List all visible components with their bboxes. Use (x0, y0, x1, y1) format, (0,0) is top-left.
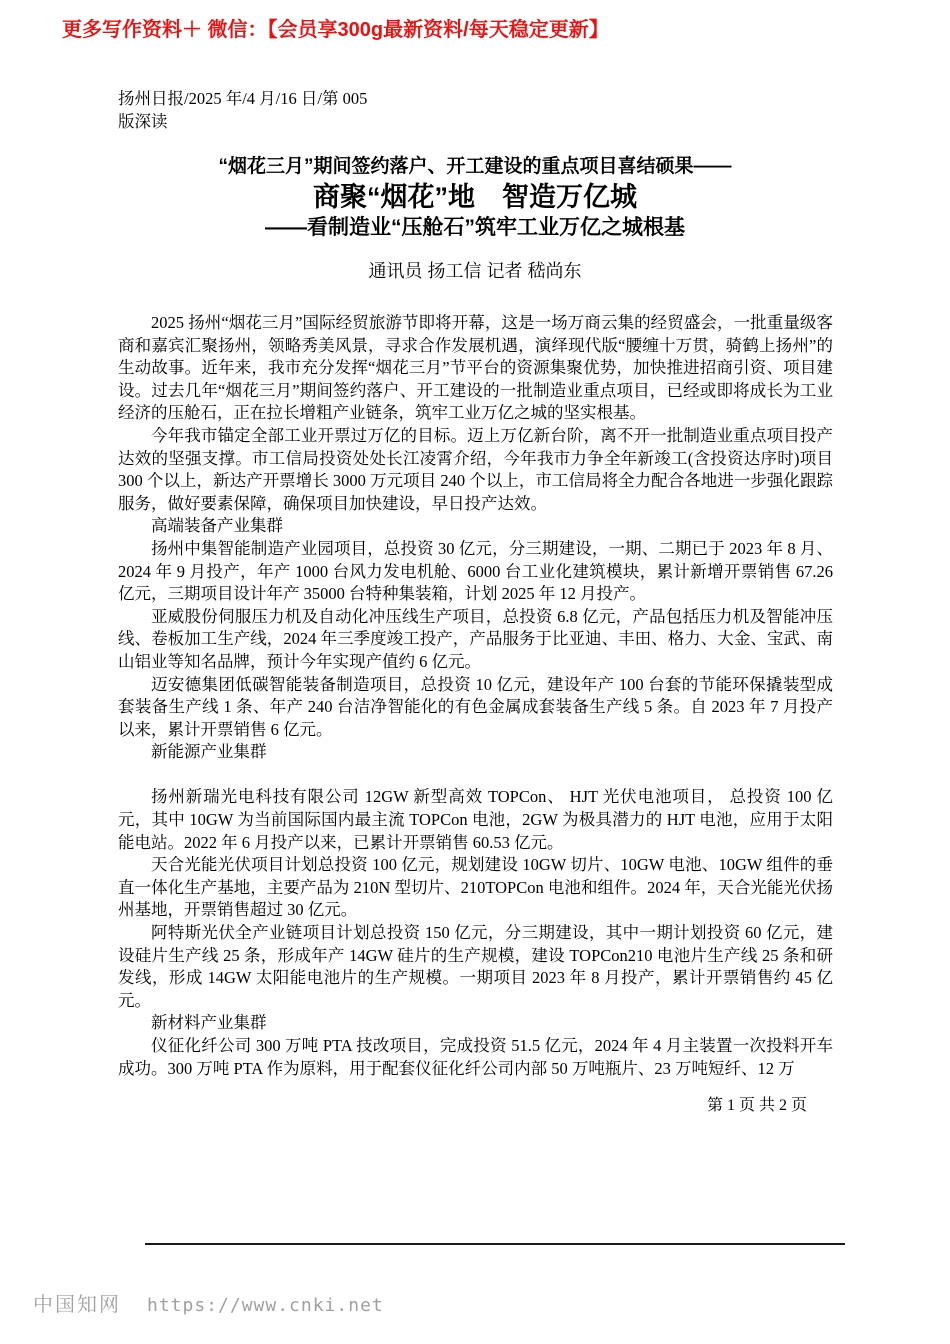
article-kicker: “烟花三月”期间签约落户、开工建设的重点项目喜结硕果—— (218, 156, 732, 177)
section-heading: 新材料产业集群 (151, 1013, 267, 1033)
body-paragraph: 扬州中集智能制造产业园项目，总投资 30 亿元，分三期建设，一期、二期已于 2023 年 8 月、2024 年 9 月投产，年产 1000 台风力发电机舱、6000 台工业化建筑模块，累计新增开票销售 67.26 亿元，三期项目设计年产 35000 台特种集装箱，计划 2025 年 12 月投产。 (118, 538, 834, 604)
body-paragraph: 今年我市锚定全部工业开票过万亿的目标。迈上万亿新台阶，离不开一批制造业重点项目投产达效的坚强支撑。市工信局投资处处长江凌霄介绍，今年我市力争全年新竣工(含投资达序时)项目 300 个以上，新达产开票增长 3000 万元项目 240 个以上，市工信局将全力配合各地进一步强化跟踪服务，做好要素保障，确保项目加快建设，早日投产达效。 (118, 425, 833, 513)
section-heading: 新能源产业集群 (151, 742, 267, 762)
cnki-url: https://www.cnki.net (147, 1295, 384, 1316)
footer-divider-line (145, 1243, 845, 1245)
body-paragraph: 阿特斯光伏全产业链项目计划总投资 150 亿元，分三期建设，其中一期计划投资 60 亿元，建设硅片生产线 25 条，形成年产 14GW 硅片的生产规模，建设 TOPCon210 电池片生产线 25 条和研发线，形成 14GW 太阳能电池片的生产规模。一期项目 2023 年 8 月投产，累计开票销售约 45 亿元。 (118, 923, 833, 1010)
section-heading: 高端装备产业集群 (151, 516, 283, 536)
article-title: 商聚“烟花”地 智造万亿城 (313, 182, 637, 212)
body-paragraph: 仪征化纤公司 300 万吨 PTA 技改项目，完成投资 51.5 亿元，2024 年 4 月主装置一次投料开车成功。300 万吨 PTA 作为原料，用于配套仪征化纤公司内部 50 万吨瓶片、23 万吨短纤、12 万 (118, 1036, 833, 1078)
publication-source-line1: 扬州日报/2025 年/4 月/16 日/第 005 (118, 89, 368, 108)
body-paragraph: 迈安德集团低碳智能装备制造项目，总投资 10 亿元，建设年产 100 台套的节能环保撬装型成套装备生产线 1 条、年产 240 台洁净智能化的有色金属成套装备生产线 5 条。自 2023 年 7 月投产以来，累计开票销售 6 亿元。 (118, 674, 833, 739)
body-paragraph: 亚威股份伺服压力机及自动化冲压线生产项目，总投资 6.8 亿元，产品包括压力机及智能冲压线、卷板加工生产线，2024 年三季度竣工投产，产品服务于比亚迪、丰田、格力、大金、宝武、南山铝业等知名品牌，预计今年实现产值约 6 亿元。 (118, 606, 833, 671)
cnki-logo-text: 中国知网 (33, 1294, 121, 1316)
publication-source-line2: 版深读 (118, 112, 168, 131)
body-paragraph: 扬州新瑞光电科技有限公司 12GW 新型高效 TOPCon、 HJT 光伏电池项目， 总投资 100 亿元，其中 10GW 为当前国际国内最主流 TOPCon 电池，2GW 为极具潜力的 HJT 电池，应用于太阳能电站。2022 年 6 月投产以来，已累计开票销售 60.53 亿元。 (118, 787, 833, 852)
body-paragraph: 2025 扬州“烟花三月”国际经贸旅游节即将开幕，这是一场万商云集的经贸盛会，一批重量级客商和嘉宾汇聚扬州，领略秀美风景，寻求合作发展机遇，演绎现代版“腰缠十万贯，骑鹤上扬州”的生动故事。近年来，我市充分发挥“烟花三月”节平台的资源集聚优势，加快推进招商引资、项目建设。过去几年“烟花三月”期间签约落户、开工建设的一批制造业重点项目，已经或即将成长为工业经济的压舱石，正在拉长增粗产业链条，筑牢工业万亿之城的坚实根基。 (118, 313, 833, 423)
article-body (118, 312, 833, 1080)
article-byline: 通讯员 扬工信 记者 嵇尚东 (368, 261, 582, 281)
page-number: 第 1 页 共 2 页 (706, 1097, 807, 1114)
cnki-watermark (33, 1288, 384, 1317)
promo-banner: 更多写作资料＋ 微信：【会员享300g最新资料/每天稳定更新】 (62, 19, 609, 41)
publication-source (118, 87, 367, 133)
title-block (0, 154, 950, 242)
blank-line (118, 764, 833, 787)
body-paragraph: 天合光能光伏项目计划总投资 100 亿元，规划建设 10GW 切片、10GW 电池、10GW 组件的垂直一体化生产基地，主要产品为 210N 型切片、210TOPCon 电池和组件。2024 年，天合光能光伏扬州基地，开票销售超过 30 亿元。 (118, 855, 833, 920)
article-subtitle: ——看制造业“压舱石”筑牢工业万亿之城根基 (265, 216, 685, 239)
